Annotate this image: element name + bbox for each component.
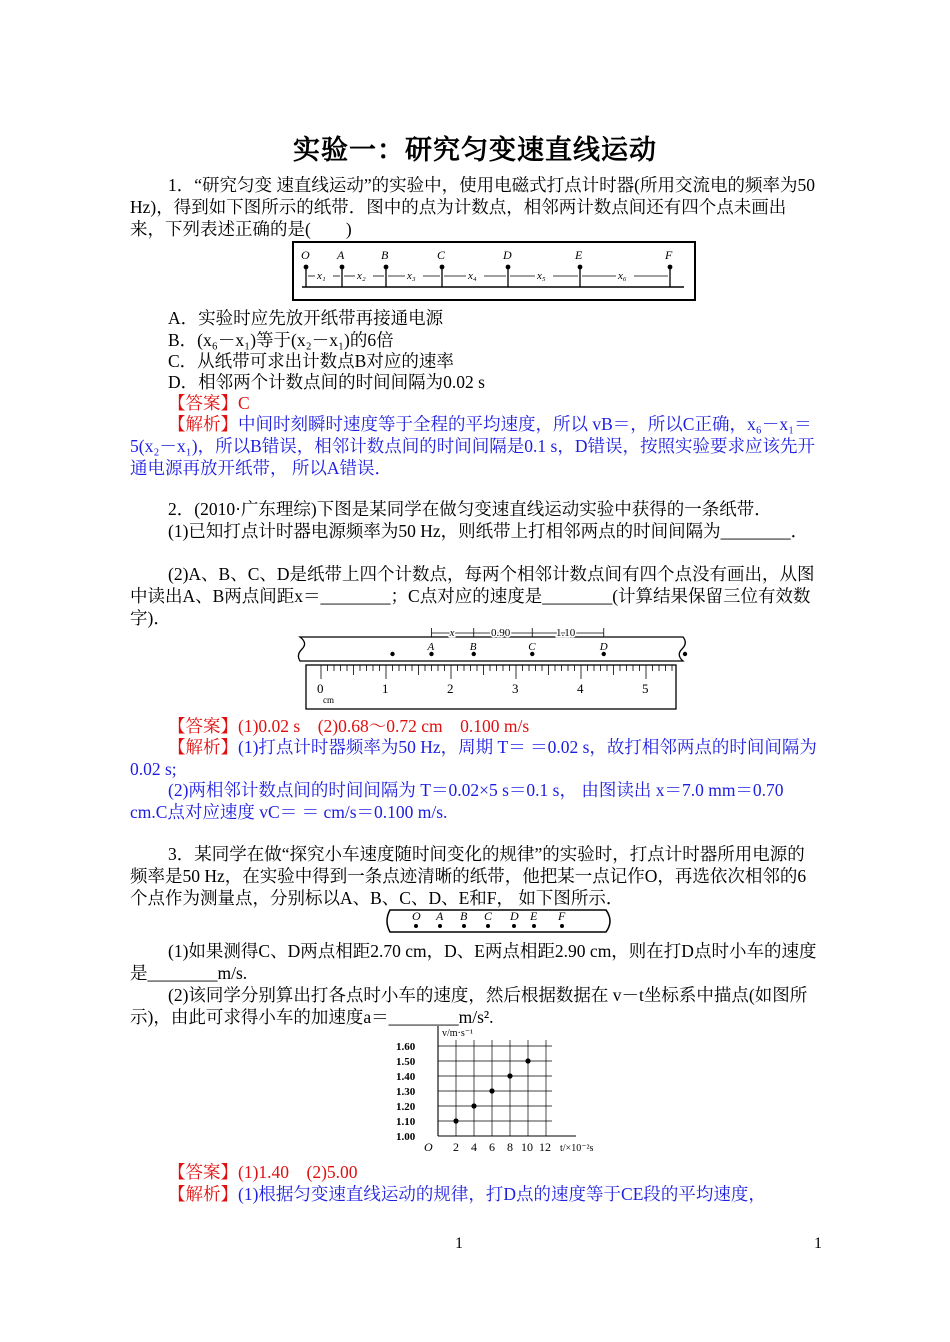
tape-point: [512, 924, 516, 928]
answer-value: (1)1.40 (2)5.00: [238, 1162, 358, 1182]
tape-point: [578, 265, 583, 270]
q1-option-d: D．相邻两个计数点间的时间间隔为0.02 s: [168, 372, 485, 392]
tape-point-label: E: [575, 248, 583, 262]
tape-dot: [390, 652, 394, 656]
tape-point: [414, 924, 418, 928]
x-tick-label: 10: [521, 1140, 533, 1154]
dimension-label: 1.10: [556, 627, 576, 639]
tape-point: [304, 265, 309, 270]
tape-point: [384, 265, 389, 270]
tape-point-label: E: [530, 909, 538, 923]
tape-segment-label: x₄: [468, 270, 477, 282]
page-title: 实验一：研究匀变速直线运动: [293, 135, 657, 166]
tape-dot: [683, 652, 687, 656]
q2-ruler-svg: [288, 625, 708, 713]
analysis-text: 中间时刻瞬时速度等于全程的平均速度，所以 vB＝，所以C正确，x₆－x₁＝5(x₂－x₁)，所以B错误，相邻计数点间的时间间隔是0.1 s，D错误，按照实验要求应该先开通电源再放开纸带， 所以A错误．: [130, 414, 815, 478]
tape-segment-label: x₁: [317, 270, 326, 282]
data-point: [525, 1058, 530, 1063]
data-point: [471, 1103, 476, 1108]
y-tick-label: 1.50: [396, 1056, 416, 1068]
tape-segment-label: x₃: [407, 270, 416, 282]
tape-point-label: B: [381, 248, 389, 262]
analysis-text: (1)根据匀变速直线运动的规律，打D点的速度等于CE段的平均速度，: [238, 1184, 766, 1204]
q2-stem-part2: (2)A、B、C、D是纸带上四个计数点，每两个相邻计数点间有四个点没有画出，从图中读出A、B两点间距x＝________；C点对应的速度是________(计算结果保留三位有效数字)．: [130, 564, 815, 628]
y-tick-label: 1.00: [396, 1131, 416, 1143]
data-point: [507, 1073, 512, 1078]
tape-segment-label: x₅: [537, 270, 546, 282]
tape-point: [438, 924, 442, 928]
page-number-center: 1: [455, 1235, 463, 1252]
ruler-point-label: B: [469, 641, 477, 653]
ruler-point-label: C: [528, 641, 536, 653]
origin-label: O: [424, 1140, 433, 1154]
q1-option-b: B．(x₆－x₁)等于(x₂－x₁)的6倍: [168, 330, 394, 350]
tape-point: [462, 924, 466, 928]
tape-point-label: O: [412, 909, 421, 923]
tape-point: [506, 265, 511, 270]
y-tick-label: 1.30: [396, 1086, 416, 1098]
tape-point-label: B: [460, 909, 468, 923]
ruler-point-label: A: [427, 641, 435, 653]
tape-point: [668, 265, 673, 270]
y-tick-label: 1.60: [396, 1041, 416, 1053]
y-tick-label: 1.40: [396, 1071, 416, 1083]
q2-answer: [130, 715, 820, 737]
tape-point-label: A: [436, 909, 444, 923]
q1-answer: [130, 392, 820, 414]
x-tick-label: 12: [539, 1140, 551, 1154]
x-tick-label: 4: [471, 1140, 477, 1154]
paper-tape: [298, 637, 685, 661]
q2-analysis-2: (2)两相邻计数点间的时间间隔为 T＝0.02×5 s＝0.1 s， 由图读出 x＝7.0 mm＝0.70 cm.C点对应速度 vC＝ ＝ cm/s＝0.100 m/s.: [130, 780, 784, 822]
q2-analysis-1: [130, 736, 820, 780]
tape-point: [560, 924, 564, 928]
tape-segment-label: x₂: [357, 270, 366, 282]
data-point: [453, 1118, 458, 1123]
q3-answer: [130, 1161, 820, 1183]
tape-segment-label: x₆: [618, 270, 627, 282]
y-tick-label: 1.20: [396, 1101, 416, 1113]
ruler-body: [306, 665, 676, 709]
ruler-tick-label: 5: [642, 681, 649, 696]
q2-stem-part1: (1)已知打点计时器电源频率为50 Hz，则纸带上打相邻两点的时间间隔为________．: [168, 521, 809, 541]
answer-label: 【答案】: [168, 716, 238, 736]
tape-point: [440, 265, 445, 270]
ruler-tick-label: 2: [447, 681, 454, 696]
q1-analysis: [130, 413, 820, 479]
tape-point-label: D: [503, 248, 512, 262]
y-axis-label: v/m·s⁻¹: [442, 1028, 474, 1039]
q3-vt-chart: [392, 1026, 602, 1167]
q1-stem: 1．“研究匀变 速直线运动”的实验中，使用电磁式打点计时器(所用交流电的频率为50 Hz)，得到如下图所示的纸带．图中的点为计数点，相邻两计数点间还有四个点未画出来，下列表述正确的是( ): [130, 175, 815, 239]
ruler-tick-label: 1: [382, 681, 389, 696]
tape-point: [532, 924, 536, 928]
ruler-tick-label: 4: [577, 681, 584, 696]
q3-tape-figure: [384, 906, 616, 941]
q1-tape-figure: [292, 241, 696, 301]
tape-point-label: F: [558, 909, 566, 923]
q1-option-c: C．从纸带可求出计数点B对应的速率: [168, 351, 454, 371]
q3-vt-chart-svg: [392, 1026, 602, 1162]
tape-point-label: F: [665, 248, 673, 262]
q2-ruler-figure: [288, 625, 708, 718]
q3-stem-intro: 3．某同学在做“探究小车速度随时间变化的规律”的实验时，打点计时器所用电源的频率是50 Hz，在实验中得到一条点迹清晰的纸带，他把某一点记作O，再选依次相邻的6个点作为测量点，分别标以A、B、C、D、E和F， 如下图所示．: [130, 844, 807, 908]
q3-tape-svg: [384, 906, 616, 936]
ruler-point-label: D: [599, 641, 608, 653]
y-tick-label: 1.10: [396, 1116, 416, 1128]
dimension-label: x: [449, 627, 455, 639]
tape-point-label: C: [437, 248, 446, 262]
tape-point-label: A: [337, 248, 345, 262]
answer-label: 【答案】: [168, 393, 238, 413]
x-axis-label: t/×10⁻²s: [560, 1143, 594, 1154]
analysis-text: (1)打点计时器频率为50 Hz，周期 T＝ ＝0.02 s，故打相邻两点的时间间隔为0.02 s;: [130, 737, 817, 779]
tape-point-label: O: [301, 248, 310, 262]
ruler-unit: cm: [323, 695, 334, 705]
page-number-right: 1: [814, 1235, 822, 1252]
tape-point: [486, 924, 490, 928]
q3-stem-part2: (2)该同学分别算出打各点时小车的速度，然后根据数据在 v－t坐标系中描点(如图所示)，由此可求得小车的加速度a＝________m/s².: [130, 985, 808, 1027]
x-tick-label: 8: [507, 1140, 513, 1154]
q3-analysis: [130, 1183, 820, 1205]
q1-option-a: A．实验时应先放开纸带再接通电源: [168, 308, 444, 328]
answer-label: 【答案】: [168, 1162, 238, 1182]
q3-stem-part1: (1)如果测得C、D两点相距2.70 cm，D、E两点相距2.90 cm，则在打D点时小车的速度是________m/s.: [130, 941, 817, 983]
tape-point-label: D: [510, 909, 519, 923]
tape-point-label: C: [484, 909, 493, 923]
x-tick-label: 6: [489, 1140, 495, 1154]
q2-stem-intro: 2．(2010·广东理综)下图是某同学在做匀变速直线运动实验中获得的一条纸带．: [168, 499, 772, 519]
answer-value: C: [238, 393, 250, 413]
analysis-label: 【解析】: [168, 414, 238, 434]
ruler-tick-label: 0: [317, 681, 324, 696]
ruler-tick-label: 3: [512, 681, 519, 696]
tape-point: [340, 265, 345, 270]
analysis-label: 【解析】: [168, 737, 238, 757]
x-tick-label: 2: [453, 1140, 459, 1154]
dimension-label: 0.90: [491, 627, 511, 639]
q1-tape-svg: [294, 243, 694, 299]
analysis-label: 【解析】: [168, 1184, 238, 1204]
data-point: [489, 1088, 494, 1093]
answer-value: (1)0.02 s (2)0.68～0.72 cm 0.100 m/s: [238, 716, 530, 736]
